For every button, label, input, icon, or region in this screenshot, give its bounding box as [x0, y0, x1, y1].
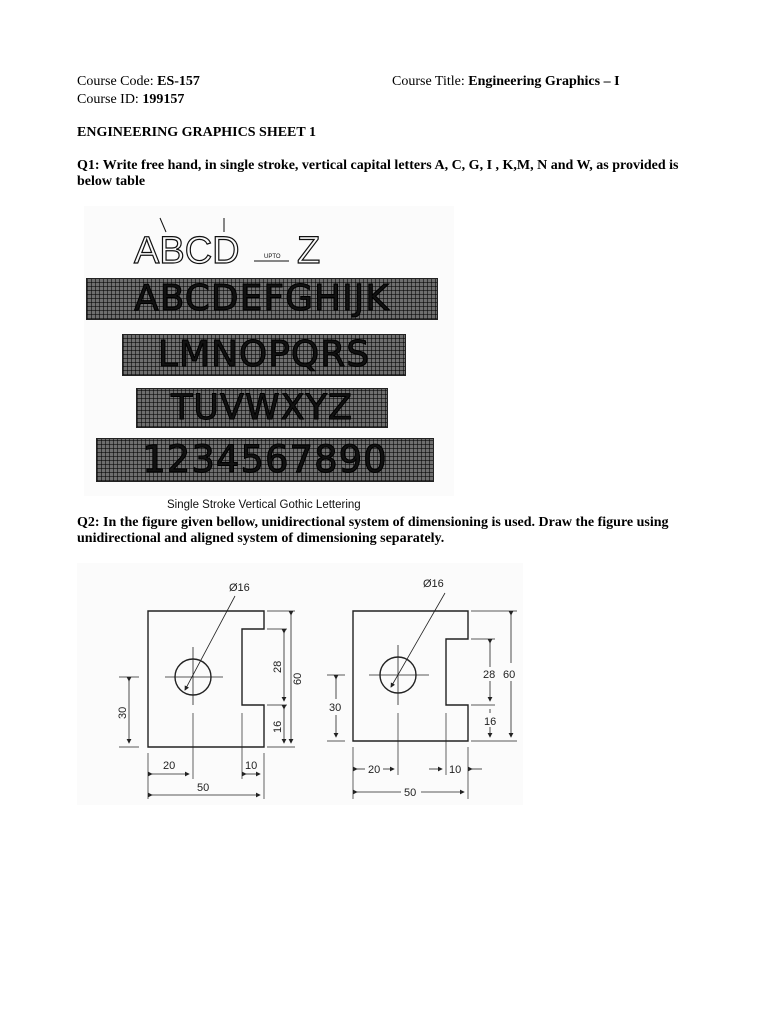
right-dim-50: 50 [404, 787, 417, 799]
right-leader [391, 593, 445, 687]
right-dim-60: 60 [503, 669, 516, 681]
sheet-title: ENGINEERING GRAPHICS SHEET 1 [77, 125, 316, 140]
z-letter: Z [297, 230, 321, 272]
left-dim-16: 16 [272, 720, 284, 733]
course-id-label: Course ID: [77, 92, 143, 107]
right-dim-28: 28 [483, 669, 496, 681]
course-title-value: Engineering Graphics – I [468, 74, 620, 89]
left-dim-20: 20 [163, 760, 176, 772]
row-3-band [136, 388, 388, 428]
left-dim-60: 60 [292, 672, 304, 685]
course-id-line [77, 92, 184, 108]
course-id-value: 199157 [142, 92, 185, 107]
row-1-band [86, 278, 438, 320]
row-2-band [122, 334, 406, 376]
course-title-label: Course Title: [392, 74, 469, 89]
left-leader [185, 596, 235, 690]
dimensioning-figure [77, 563, 523, 805]
left-dim-10: 10 [245, 760, 258, 772]
left-dim-diameter: Ø16 [229, 582, 250, 594]
right-dim-20: 20 [368, 764, 381, 776]
lettering-figure [84, 206, 454, 496]
upto-label: UPTO [264, 254, 281, 260]
right-dim-16: 16 [484, 716, 497, 728]
row-4-band [96, 438, 434, 482]
lettering-caption: Single Stroke Vertical Gothic Lettering [167, 499, 361, 511]
course-code-line [77, 74, 200, 90]
course-code-value: ES-157 [157, 74, 200, 89]
right-view [327, 593, 517, 799]
right-dim-30: 30 [329, 702, 342, 714]
right-dim-10: 10 [449, 764, 462, 776]
dimensioning-svg [77, 563, 523, 805]
row-4-digits: 1234567890 [142, 438, 388, 481]
course-title-line [392, 74, 620, 90]
top-sample-svg [84, 206, 454, 276]
row-1-letters: ABCDEFGHIJK [134, 278, 390, 319]
row-2-letters: LMNOPQRS [157, 334, 371, 375]
left-dim-30: 30 [117, 706, 129, 719]
right-outline [353, 611, 468, 741]
left-view [119, 596, 295, 799]
top-sample-letters: ABCD [134, 230, 240, 272]
course-code-label: Course Code: [77, 74, 158, 89]
question-2: Q2: In the figure given bellow, unidirectional system of dimensioning is used. Draw the figure using unidirectional and aligned system of dimensioning separately. [77, 515, 669, 546]
left-dim-50: 50 [197, 782, 210, 794]
question-1: Q1: Write free hand, in single stroke, vertical capital letters A, C, G, I , K,M, N and W, as provided is below table [77, 158, 679, 189]
left-outline [148, 611, 264, 747]
left-dim-28: 28 [272, 660, 284, 673]
row-3-letters: TUVWXYZ [171, 388, 353, 428]
right-dim-diameter: Ø16 [423, 578, 444, 590]
